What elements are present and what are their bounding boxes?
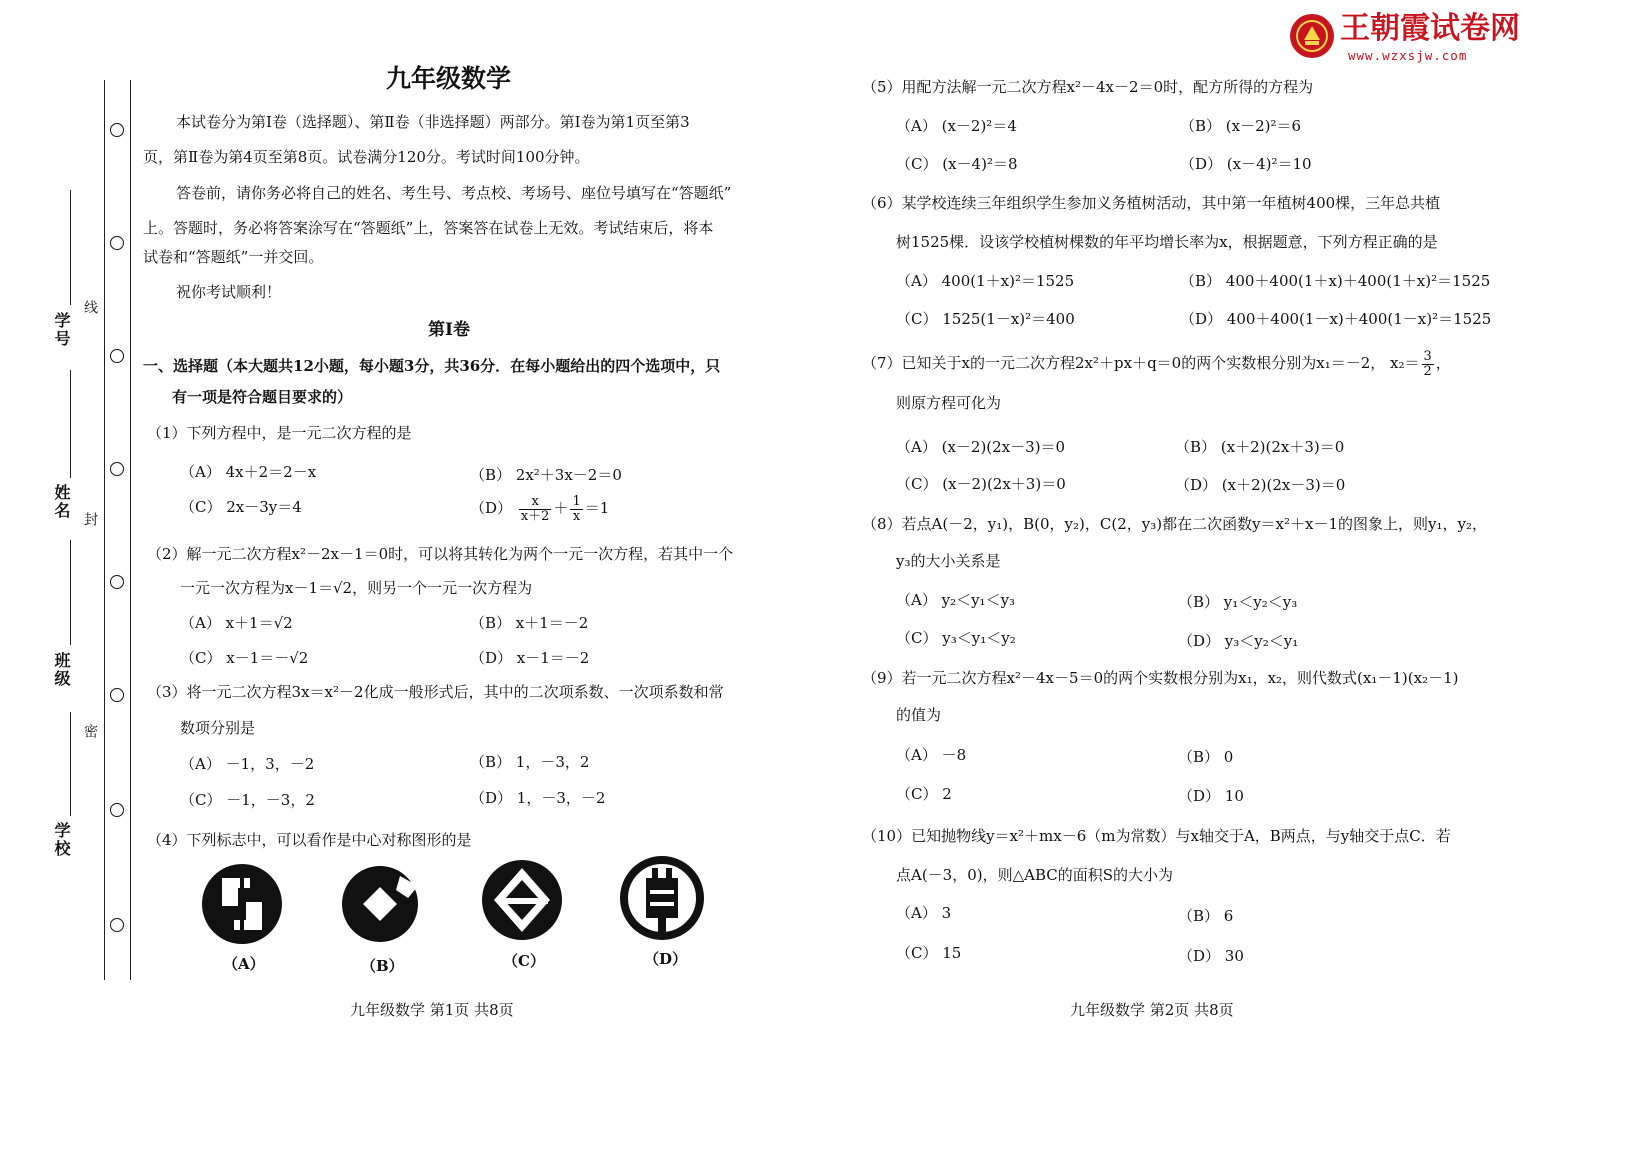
- logo-symbol-a-icon[interactable]: [200, 862, 284, 946]
- plus-sign: ＋: [553, 499, 569, 517]
- intro-line: 答卷前，请你务必将自己的姓名、考生号、考点校、考场号、座位号填写在“答题纸”: [176, 184, 732, 202]
- option-b[interactable]: （B） 400＋400(1＋x)＋400(1＋x)²＝1525: [1180, 272, 1491, 290]
- fraction: [519, 495, 552, 524]
- good-luck-text: 祝你考试顺利！: [176, 283, 282, 301]
- option-a[interactable]: （A） 3: [896, 904, 952, 922]
- logo-name: 王朝霞试卷网: [1340, 11, 1520, 46]
- label-class: 班级: [52, 652, 71, 688]
- option-c[interactable]: （C） x－1＝－√2: [180, 649, 309, 667]
- option-a[interactable]: （A） 400(1＋x)²＝1525: [896, 272, 1075, 290]
- logo-emblem-icon: [1290, 14, 1334, 58]
- question-stem: （4）下列标志中，可以看作是中心对称图形的是: [147, 831, 472, 849]
- option-c[interactable]: （C） (x－4)²＝8: [896, 155, 1018, 173]
- intro-line: 页，第Ⅱ卷为第4页至第8页。试卷满分120分。考试时间100分钟。: [143, 148, 590, 166]
- logo-symbol-d-icon[interactable]: [620, 856, 704, 940]
- field-school[interactable]: [70, 712, 71, 816]
- option-a[interactable]: （A） x＋1＝√2: [180, 614, 293, 632]
- option-d[interactable]: （D） 400＋400(1－x)＋400(1－x)²＝1525: [1180, 310, 1492, 328]
- question-stem: 数项分别是: [180, 719, 256, 737]
- stem-end: ，: [1435, 354, 1451, 372]
- question-stem: 点A(－3，0)，则△ABC的面积S的大小为: [896, 866, 1174, 884]
- option-d[interactable]: （D） 10: [1178, 787, 1244, 805]
- field-student-no[interactable]: [70, 190, 71, 305]
- intro-line: 上。答题时，务必将答案涂写在“答题纸”上，答案答在试卷上无效。考试结束后，将本: [143, 219, 714, 237]
- label-student-no: 学号: [52, 312, 71, 348]
- option-d[interactable]: （D） y₃＜y₂＜y₁: [1178, 632, 1299, 650]
- option-c[interactable]: （C） 1525(1－x)²＝400: [896, 310, 1075, 328]
- logo-url: www.wzxsjw.com: [1348, 48, 1468, 63]
- option-c[interactable]: （C） (x－2)(2x＋3)＝0: [896, 475, 1066, 493]
- binding-hole: [110, 688, 124, 702]
- option-b[interactable]: （B） 6: [1178, 907, 1234, 925]
- question-stem: （5）用配方法解一元二次方程x²－4x－2＝0时，配方所得的方程为: [862, 78, 1314, 96]
- option-a[interactable]: （A） y₂＜y₁＜y₃: [896, 591, 1016, 609]
- section-desc: 有一项是符合题目要求的）: [172, 388, 353, 406]
- question-stem: （6）某学校连续三年组织学生参加义务植树活动，其中第一年植树400棵，三年总共植: [862, 194, 1441, 212]
- question-stem: y₃的大小关系是: [896, 552, 1001, 570]
- numerator: x: [519, 495, 552, 510]
- logo-symbol-b-icon[interactable]: [338, 862, 422, 946]
- option-label: （D）: [470, 499, 513, 517]
- logo-symbol-c-icon[interactable]: [480, 858, 564, 942]
- binding-line-inner: [130, 80, 131, 980]
- question-stem: 一元一次方程为x－1＝√2，则另一个一元一次方程为: [180, 579, 533, 597]
- intro-line: 本试卷分为第Ⅰ卷（选择题）、第Ⅱ卷（非选择题）两部分。第Ⅰ卷为第1页至第3: [176, 113, 690, 131]
- option-c[interactable]: （C） y₃＜y₁＜y₂: [896, 629, 1016, 647]
- option-d[interactable]: （D） x－1＝－2: [470, 649, 590, 667]
- numerator: 3: [1423, 348, 1432, 364]
- numerator: 1: [572, 493, 581, 509]
- fraction: [570, 495, 582, 524]
- question-stem: （10）已知抛物线y＝x²＋mx－6（m为常数）与x轴交于A，B两点，与y轴交于点C．若: [862, 827, 1451, 845]
- binding-hole: [110, 918, 124, 932]
- field-name[interactable]: [70, 370, 71, 478]
- option-d[interactable]: （D） (x＋2)(2x－3)＝0: [1175, 476, 1346, 494]
- binding-hole: [110, 236, 124, 250]
- label-name: 姓名: [52, 484, 71, 520]
- option-c[interactable]: （C） 2: [896, 785, 952, 803]
- symbol-label: （B）: [361, 957, 404, 975]
- question-stem: （3）将一元二次方程3x＝x²－2化成一般形式后，其中的二次项系数、一次项系数和常: [147, 683, 724, 701]
- option-d[interactable]: （D） (x－4)²＝10: [1180, 155, 1312, 173]
- option-d[interactable]: （D） 30: [1178, 947, 1244, 965]
- question-stem: 的值为: [896, 706, 942, 724]
- option-d[interactable]: （D） 1，－3，－2: [470, 789, 606, 807]
- option-b[interactable]: （B） 0: [1178, 748, 1234, 766]
- page-footer: 九年级数学 第1页 共8页: [350, 1001, 514, 1019]
- question-stem: （2）解一元二次方程x²－2x－1＝0时，可以将其转化为两个一元一次方程，若其中一个: [147, 545, 734, 563]
- denominator: x: [572, 508, 581, 524]
- option-b[interactable]: （B） (x＋2)(2x＋3)＝0: [1175, 438, 1345, 456]
- fraction: [1422, 350, 1434, 379]
- option-b[interactable]: （B） y₁＜y₂＜y₃: [1178, 593, 1298, 611]
- binding-hole: [110, 349, 124, 363]
- label-school: 学校: [52, 822, 71, 858]
- seal-char-feng: 封: [82, 512, 98, 528]
- seal-char-mi: 密: [82, 724, 98, 740]
- binding-hole: [110, 803, 124, 817]
- symbol-label: （C）: [503, 952, 545, 970]
- option-a[interactable]: （A） 4x＋2＝2－x: [180, 463, 317, 481]
- binding-hole: [110, 462, 124, 476]
- option-c[interactable]: （C） 15: [896, 944, 962, 962]
- binding-hole: [110, 123, 124, 137]
- question-stem: 树1525棵．设该学校植树棵数的年平均增长率为x，根据题意，下列方程正确的是: [896, 233, 1438, 251]
- option-a[interactable]: （A） －1，3，－2: [180, 755, 315, 773]
- option-c[interactable]: （C） －1，－3，2: [180, 791, 315, 809]
- option-a[interactable]: （A） (x－2)(2x－3)＝0: [896, 438, 1066, 456]
- seal-char-xian: 线: [82, 300, 98, 316]
- denominator: x＋2: [520, 508, 550, 524]
- site-logo[interactable]: [1290, 12, 1530, 62]
- binding-hole: [110, 575, 124, 589]
- section-title: 第Ⅰ卷: [428, 320, 470, 340]
- symbol-label: （A）: [223, 955, 265, 973]
- field-class[interactable]: [70, 540, 71, 645]
- intro-line: 试卷和“答题纸”一并交回。: [143, 248, 324, 266]
- section-desc: 一、选择题（本大题共12小题，每小题3分，共36分．在每小题给出的四个选项中，只: [143, 357, 721, 375]
- option-b[interactable]: （B） x＋1＝－2: [470, 614, 589, 632]
- question-stem: 则原方程可化为: [896, 394, 1002, 412]
- option-b[interactable]: （B） (x－2)²＝6: [1180, 117, 1302, 135]
- page-title: 九年级数学: [386, 64, 512, 93]
- question-stem: （8）若点A(－2，y₁)，B(0，y₂)，C(2，y₃)都在二次函数y＝x²＋x－1的图象上，则y₁，y₂，: [862, 515, 1488, 533]
- option-a[interactable]: （A） －8: [896, 746, 967, 764]
- option-d[interactable]: [470, 490, 609, 526]
- option-b[interactable]: （B） 2x²＋3x－2＝0: [470, 466, 622, 484]
- option-c[interactable]: （C） 2x－3y＝4: [180, 498, 302, 516]
- rhs: ＝1: [584, 499, 610, 517]
- page-footer: 九年级数学 第2页 共8页: [1070, 1001, 1234, 1019]
- option-b[interactable]: （B） 1，－3，2: [470, 753, 590, 771]
- question-stem: （1）下列方程中，是一元二次方程的是: [147, 424, 412, 442]
- question-stem: [862, 346, 1451, 380]
- binding-line-outer: [104, 80, 105, 980]
- stem-text: （7）已知关于x的一元二次方程2x²＋px＋q＝0的两个实数根分别为x₁＝－2， x₂＝: [862, 354, 1420, 372]
- symbol-label: （D）: [644, 950, 688, 968]
- question-stem: （9）若一元二次方程x²－4x－5＝0的两个实数根分别为x₁，x₂，则代数式(x₁－1)(x₂－1): [862, 669, 1459, 687]
- denominator: 2: [1423, 363, 1432, 379]
- option-a[interactable]: （A） (x－2)²＝4: [896, 117, 1017, 135]
